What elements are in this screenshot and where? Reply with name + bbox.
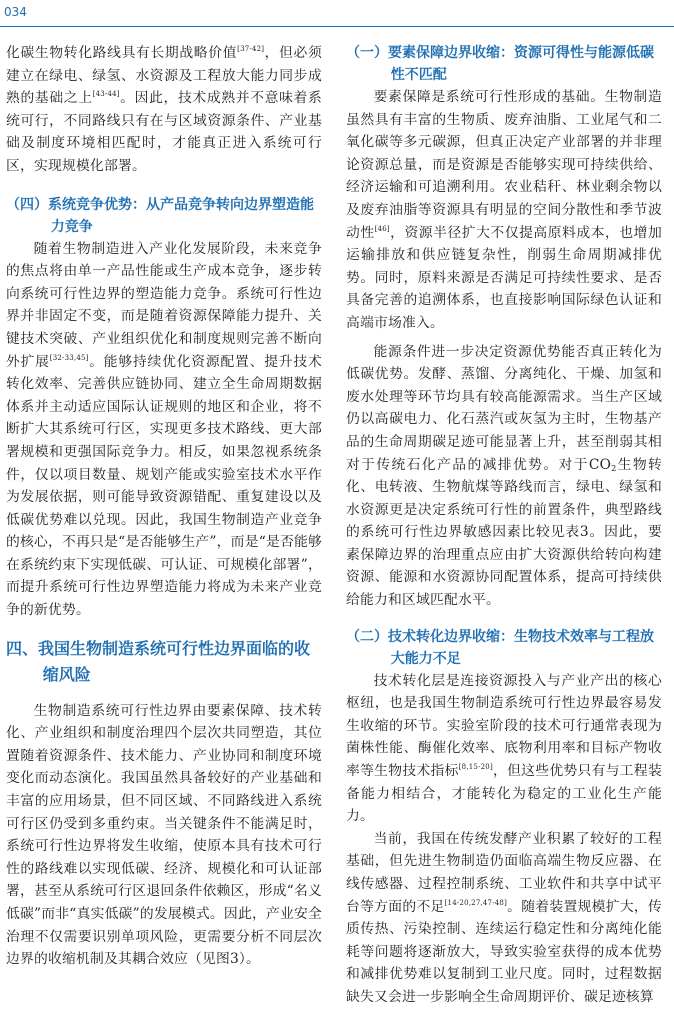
- paragraph: 当前，我国在传统发酵产业积累了较好的工程基础，但先进生物制造仍面临高端生物反应器、在线传感器、过程控制系统、工业软件和共享中试平台等方面的不足[14-20,27,47-48]。随着装置规模扩大，传质传热、污染控制、连续运行稳定性和分离纯化能耗等问题将逐渐放大，导致实验室获得的成本优势和减排优势难以复制到工业尺度。同时，过程数据缺失又会进一步影响全生命周期评价、碳足迹核算: [346, 830, 662, 1005]
- paragraph: 化碳生物转化路线具有长期战略价值[37-42]，但必须建立在绿电、绿氢、水资源及工程放大能力同步成熟的基础之上[43-44]。因此，技术成熟并不意味着系统可行，不同路线只有在与区域资源条件、产业基础及制度环境相匹配时，才能真正进入系统可行区，实现规模化部署。: [6, 45, 322, 174]
- paragraph: 生物制造系统可行性边界由要素保障、技术转化、产业组织和制度治理四个层次共同塑造，其位置随着资源条件、技术能力、产业协同和制度环境变化而动态演化。我国虽然具备较好的产业基础和丰富的应用场景，但不同区域、不同路线进入系统可行区仍受到多重约束。当关键条件不能满足时，系统可行性边界将发生收缩，使原本具有技术可行性的路线难以实现低碳、经济、规模化和可认证部署，甚至从系统可行区退回条件依赖区，形成“名义低碳”而非“真实低碳”的发展模式。因此，产业安全治理不仅需要识别单项风险，更需要分析不同层次边界的收缩机制及其耦合效应（见图3）。: [6, 702, 322, 968]
- section-heading: 四、我国生物制造系统可行性边界面临的收缩风险: [6, 638, 311, 684]
- text-run: 生物转化、电转液、生物航煤等路线而言，绿电、绿氢和水资源更是决定系统可行性的前置条件，典型路线的系统可行性边界敏感因素比较见表3。因此，要素保障边界的治理重点应由扩大资源供给转向构建资源、能源和水资源协同配置体系，提高可持续供给能力和区域匹配水平。: [346, 456, 662, 609]
- page-header: [0, 0, 674, 27]
- citation-marker: [37-42]: [237, 45, 265, 53]
- citation-marker: [8,15-20]: [458, 763, 493, 772]
- paragraph: [346, 341, 662, 612]
- subsection-heading: （一）要素保障边界收缩：资源可得性与能源低碳性不匹配: [346, 45, 654, 83]
- page-number: 034: [4, 5, 27, 19]
- paragraph: 要素保障是系统可行性形成的基础。生物制造虽然具有丰富的生物质、废弃油脂、工业尾气和二氧化碳等多元碳源，但真正决定产业部署的并非理论资源总量，而是资源是否能够实现可持续供给、经济运输和可追溯利用。农业秸秆、林业剩余物以及废弃油脂等资源具有明显的空间分散性和季节波动性[46]，资源半径扩大不仅提高原料成本，也增加运输排放和供应链复杂性，削弱生命周期减排优势。同时，原料来源是否满足可持续性要求、是否具备完善的追溯体系，也直接影响国际绿色认证和高端市场准入。: [346, 89, 662, 331]
- right-column: [346, 42, 662, 1009]
- citation-marker: [32-33,45]: [49, 353, 89, 362]
- subscript: 2: [611, 463, 617, 473]
- paragraph: 技术转化层是连接资源投入与产业产出的核心枢纽，也是我国生物制造系统可行性边界最容易发生收缩的环节。实验室阶段的技术可行通常表现为菌株性能、酶催化效率、底物利用率和目标产物收率等生物技术指标[8,15-20]，但这些优势只有与工程装备能力相结合，才能转化为稳定的工业化生产能力。: [346, 672, 662, 825]
- subsection-heading: （四）系统竞争优势：从产品竞争转向边界塑造能力竞争: [6, 196, 314, 235]
- citation-marker: [14-20,27,47-48]: [444, 898, 508, 907]
- citation-marker: [43-44]: [92, 90, 120, 99]
- paragraph: 随着生物制造进入产业化发展阶段，未来竞争的焦点将由单一产品性能或生产成本竞争，逐步转向系统可行性边界的塑造能力竞争。系统可行性边界并非固定不变，而是随着资源保障能力提升、关键技术突破、产业组织优化和制度规则完善不断向外扩展[32-33,45]。能够持续优化资源配置、提升技术转化效率、完善供应链协同、建立全生命周期数据体系并主动适应国际认证规则的地区和企业，将不断扩大其系统可行区，实现更多技术路线、更大部署规模和更强国际竞争力。相反，如果忽视系统条件，仅以项目数量、规划产能或实验室技术水平作为发展依据，则可能导致资源错配、重复建设以及低碳优势难以兑现。因此，我国生物制造产业竞争的核心，不再只是“是否能够生产”，而是“是否能够在系统约束下实现低碳、可认证、可规模化部署”，而提升系统可行性边界塑造能力将成为未来产业竞争的新优势。: [6, 240, 322, 619]
- citation-marker: [46]: [374, 224, 390, 233]
- subsection-heading: （二）技术转化边界收缩：生物技术效率与工程放大能力不足: [346, 628, 654, 667]
- text-run: 能源条件进一步决定资源优势能否真正转化为低碳优势。发酵、蒸馏、分离纯化、干燥、加氢和废水处理等环节均具有较高能源需求。当生产区域仍以高碳电力、化石蒸汽或灰氢为主时，生物基产品的生命周期碳足迹可能显著上升，甚至削弱其相对于传统石化产品的减排优势。对于CO: [346, 343, 662, 473]
- left-column: [6, 42, 322, 971]
